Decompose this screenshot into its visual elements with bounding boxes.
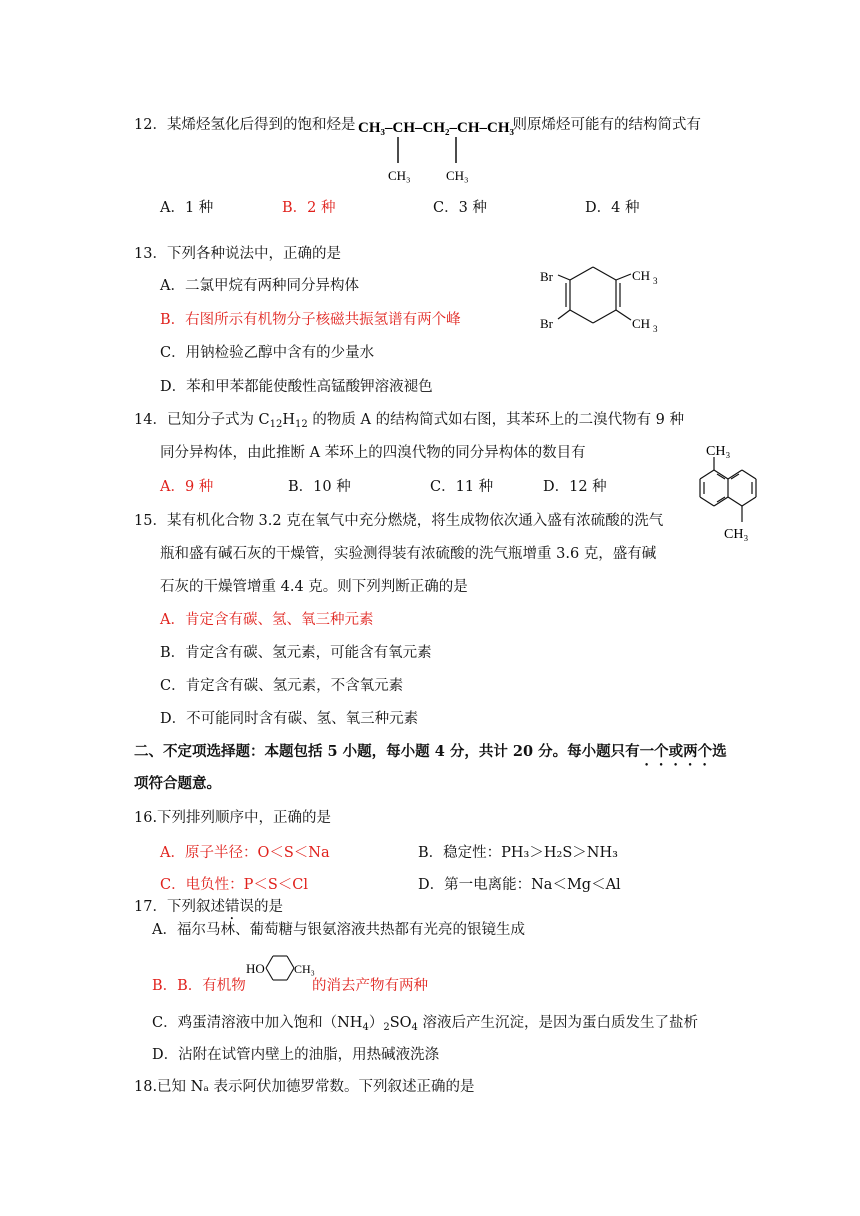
q18-stem: 18.已知 Nₐ 表示阿伏加德罗常数。下列叙述正确的是 — [134, 1079, 475, 1095]
q15-stem-line2: 瓶和盛有碱石灰的干燥管，实验测得装有浓硫酸的洗气瓶增重 3.6 克，盛有碱 — [160, 546, 657, 562]
q17-ho-label: HO — [246, 961, 265, 976]
q17-option-c: C．鸡蛋清溶液中加入饱和$(NH_4)_2SO_4$ 溶液后产生沉淀，是因为蛋白质发生了盐析 — [152, 1015, 698, 1033]
q16-option-b: B．稳定性：PH₃＞H₂S＞NH₃ — [418, 845, 618, 861]
q12-formula-main: CH₃–CH–CH₂–CH–CH₃ — [358, 120, 514, 136]
q16-option-a: A．原子半径：O＜S＜Na — [160, 845, 330, 861]
q12-option-c: C．3 种 — [433, 200, 487, 216]
q12-option-b: B．2 种 — [282, 200, 336, 216]
q14-option-b: B．10 种 — [288, 479, 351, 495]
q13-dibromo-cyclohexadiene-structure — [536, 262, 666, 338]
q13-ch3-bottom-sub: 3 — [653, 324, 658, 334]
q14-option-d: D．12 种 — [543, 479, 607, 495]
q14-option-a: A．9 种 — [160, 479, 214, 495]
q14-option-c: C．11 种 — [430, 479, 494, 495]
q13-option-c: C．用钠检验乙醇中含有的少量水 — [160, 345, 375, 361]
q17-option-b-post: 的消去产物有两种 — [312, 978, 428, 994]
q13-ch3-top-sub: 3 — [653, 276, 658, 286]
q13-ch3-top: CH — [632, 268, 651, 283]
q16-option-d: D．第一电离能：Na＜Mg＜Al — [418, 877, 621, 893]
q13-stem: 13．下列各种说法中，正确的是 — [134, 246, 341, 262]
q15-stem-line1: 15．某有机化合物 3.2 克在氧气中充分燃烧，将生成物依次通入盛有浓硫酸的洗气 — [134, 513, 664, 529]
q13-br-bottom: Br — [540, 316, 553, 331]
q15-stem-line3: 石灰的干燥管增重 4.4 克。则下列判断正确的是 — [160, 579, 468, 595]
q12-option-a: A．1 种 — [160, 200, 214, 216]
q13-option-a: A．二氯甲烷有两种同分异构体 — [160, 278, 359, 294]
q16-stem: 16.下列排列顺序中，正确的是 — [134, 810, 332, 826]
q12-option-d: D．4 种 — [585, 200, 640, 216]
q15-option-d: D．不可能同时含有碳、氢、氧三种元素 — [160, 711, 419, 727]
q14-stem-line1: 14．已知分子式为 $C_{12}H_{12}$ 的物质 A 的结构简式如右图，其苯环上的二溴代物有 9 种 — [134, 412, 685, 430]
q13-option-b: B．右图所示有机物分子核磁共振氢谱有两个峰 — [160, 312, 461, 328]
section2-heading-line1: 二、不定项选择题：本题包括 5 小题，每小题 4 分，共计 20 分。每小题只有一个或两个选 — [134, 743, 727, 760]
q17-option-a: A．福尔马林、葡萄糖与银氨溶液共热都有光亮的银镜生成 — [152, 922, 525, 938]
q12-saturated-hydrocarbon-structure — [356, 110, 514, 188]
q13-ch3-bottom: CH — [632, 316, 651, 331]
q12-formula-sub1: CH₃ — [388, 168, 411, 183]
section2-heading-line2: 项符合题意。 — [134, 775, 221, 792]
q12-stem-pre: 12．某烯烃氢化后得到的饱和烃是 — [134, 117, 356, 133]
q15-option-b: B．肯定含有碳、氢元素，可能含有氧元素 — [160, 645, 432, 661]
q15-option-a: A．肯定含有碳、氢、氧三种元素 — [160, 612, 374, 628]
q13-br-top: Br — [540, 269, 553, 284]
q17-stem: 17．下列叙述错误的是 — [134, 899, 283, 915]
q14-stem-line2: 同分异构体，由此推断 A 苯环上的四溴代物的同分异构体的数目有 — [160, 445, 586, 461]
q12-stem-post: ，则原烯烃可能有的结构简式有 — [498, 117, 701, 133]
q14-ch3-bottom: CH₃ — [724, 527, 749, 542]
q14-dimethylnaphthalene-structure — [684, 440, 764, 544]
q17-option-d: D．沾附在试管内壁上的油脂，用热碱液洗涤 — [152, 1047, 440, 1063]
q17-methylcyclohexanol-structure — [244, 950, 316, 998]
q12-formula-sub2: CH₃ — [446, 168, 469, 183]
q15-option-c: C．肯定含有碳、氢元素，不含氧元素 — [160, 678, 404, 694]
q17-ch3-label: CH₃ — [294, 962, 315, 976]
q14-ch3-top: CH₃ — [706, 444, 731, 459]
q17-option-b-pre: B．B．有机物 — [152, 978, 246, 994]
q13-option-d: D．苯和甲苯都能使酸性高锰酸钾溶液褪色 — [160, 379, 433, 395]
q16-option-c: C．电负性：P＜S＜Cl — [160, 877, 309, 893]
